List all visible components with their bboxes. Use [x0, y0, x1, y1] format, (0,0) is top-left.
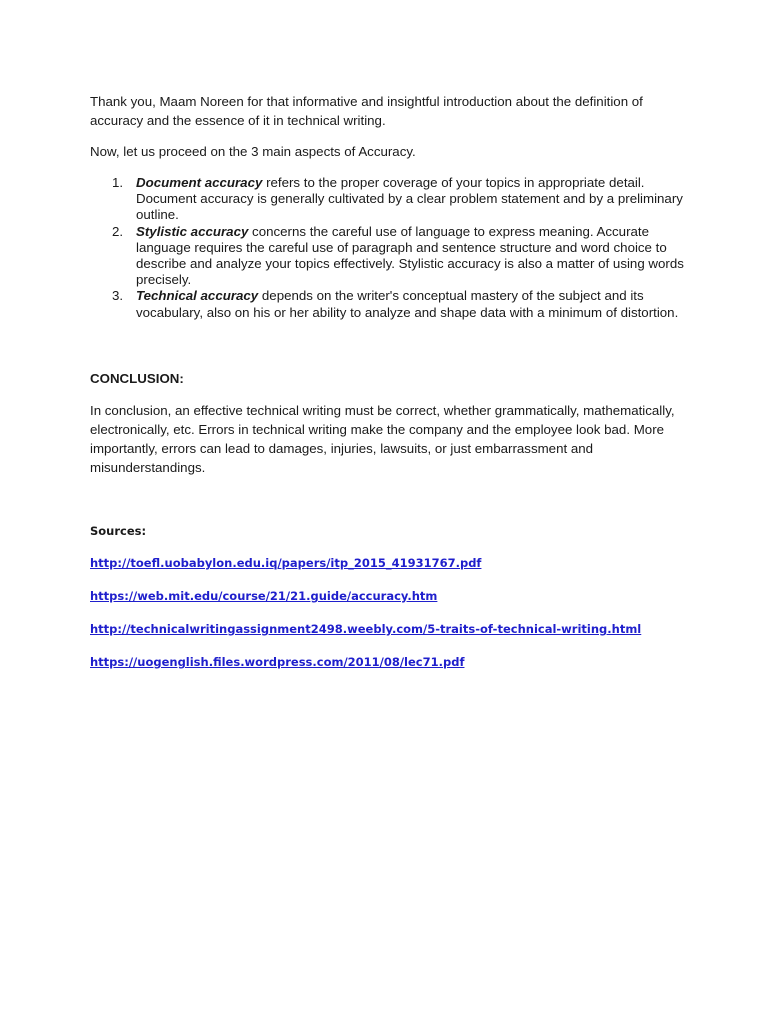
aspect-term: Technical accuracy: [136, 288, 259, 304]
aspect-term: Document accuracy: [136, 175, 263, 190]
conclusion-heading: CONCLUSION:: [90, 371, 184, 386]
aspect-text: concerns the careful use of language to express meaning. Accurate language requires the careful use of paragraph and sentence structure and word choice to describe and analyze your topics effectively. Stylistic accuracy is also a matter of using words precisely.: [136, 223, 684, 288]
source-link[interactable]: https://uogenglish.files.wordpress.com/2011/08/lec71.pdf: [90, 655, 465, 669]
aspects-list: [90, 175, 690, 321]
aspect-text: depends on the writer's conceptual mastery of the subject and its vocabulary, also on his or her ability to analyze and shape data with a minimum of distortion.: [136, 288, 679, 320]
aspect-item-stylistic: [90, 224, 690, 289]
aspect-item-document: [90, 175, 690, 224]
lead-paragraph: Now, let us proceed on the 3 main aspects of Accuracy.: [90, 144, 416, 159]
list-number: 2.: [112, 223, 124, 239]
aspect-item-technical: [90, 288, 690, 320]
aspect-text: refers to the proper coverage of your topics in appropriate detail. Document accuracy is generally cultivated by a clear problem statement and by a preliminary outline.: [136, 175, 683, 223]
list-number: 3.: [112, 288, 124, 304]
source-link[interactable]: http://toefl.uobabylon.edu.iq/papers/itp_2015_41931767.pdf: [90, 556, 482, 570]
intro-paragraph: Thank you, Maam Noreen for that informative and insightful introduction about the definition of accuracy and the essence of it in technical writing.: [90, 94, 643, 128]
conclusion-paragraph: In conclusion, an effective technical writing must be correct, whether grammatically, mathematically, electronically, etc. Errors in technical writing make the company and the employee look bad. More importantly, errors can lead to damages, injuries, lawsuits, or just embarrassment and misunderstandings.: [90, 403, 675, 475]
source-link[interactable]: https://web.mit.edu/course/21/21.guide/accuracy.htm: [90, 589, 438, 603]
aspect-term: Stylistic accuracy: [136, 223, 249, 239]
sources-heading: Sources:: [90, 524, 147, 538]
list-number: 1.: [112, 175, 124, 190]
source-link[interactable]: http://technicalwritingassignment2498.weebly.com/5-traits-of-technical-writing.html: [90, 622, 642, 636]
